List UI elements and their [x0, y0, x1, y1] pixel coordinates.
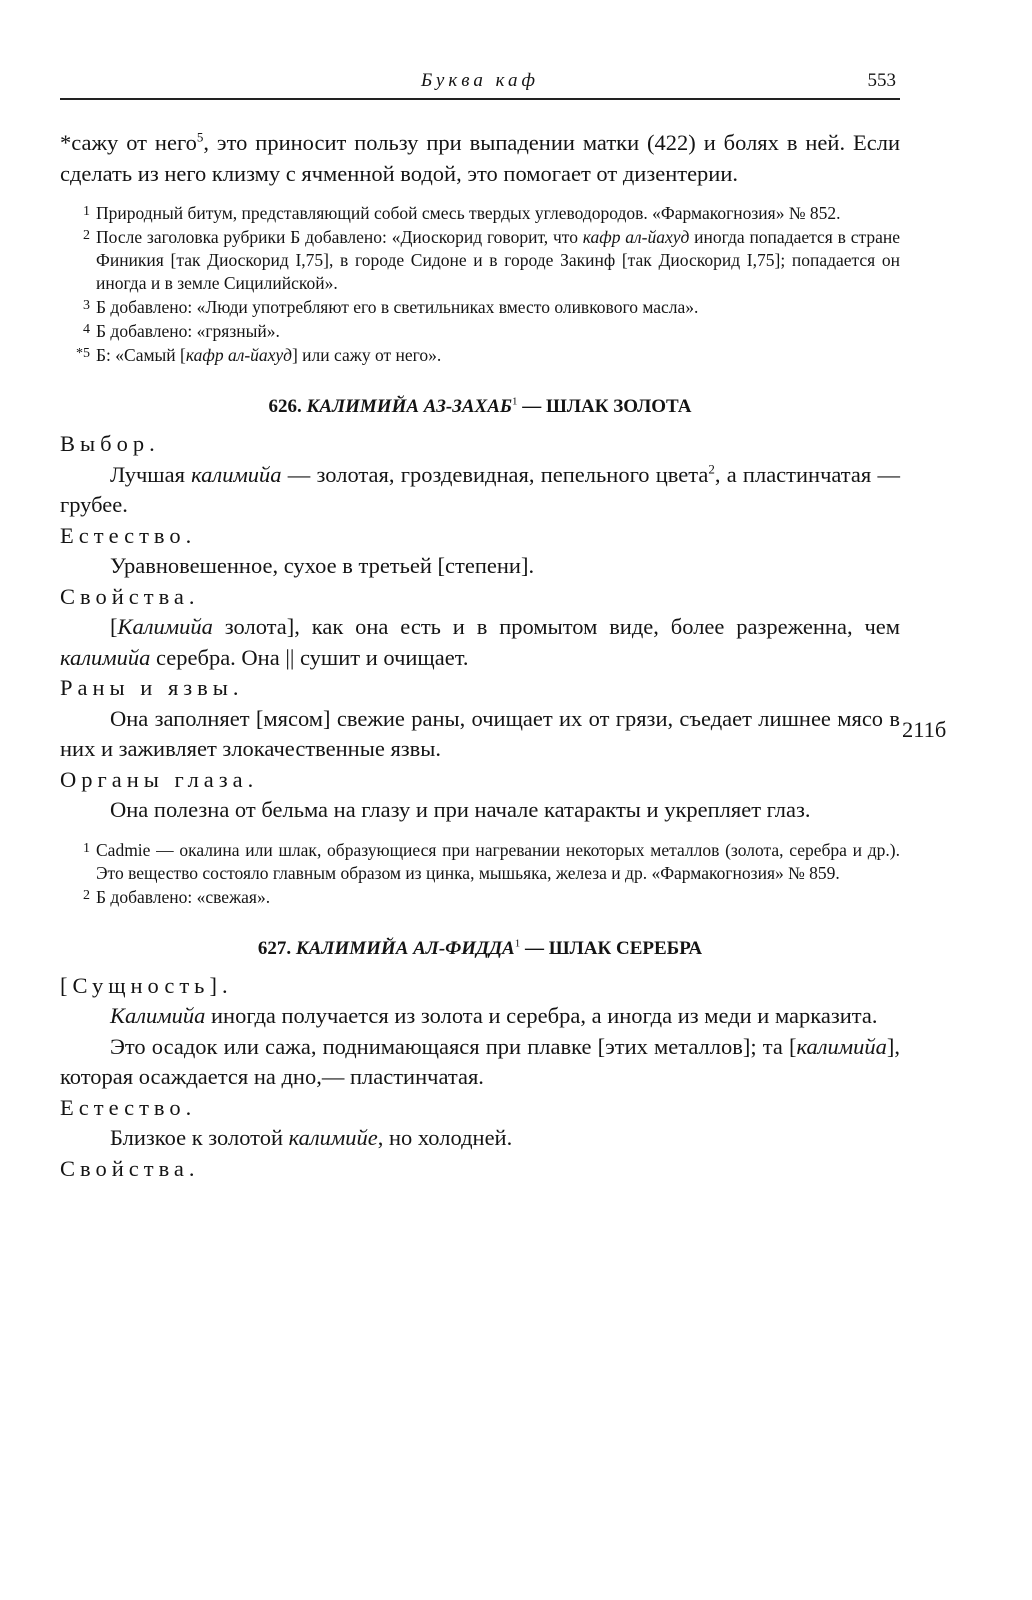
paragraph: Она заполняет [мясом] свежие раны, очищает их от грязи, съедает лишнее мясо в них и заживляет злокачественные язвы.	[60, 705, 900, 761]
subheading-estestvo-2: Естество.	[60, 1094, 197, 1120]
section-heading-627: 627. КАЛИМИЙА АЛ-ФИДДА$^1$ — ШЛАК СЕРЕБРА	[257, 937, 703, 959]
footnote-text: Б добавлено: «Люди употребляют его в светильниках вместо оливкового масла».	[96, 297, 699, 317]
subheading-svoistva-2: Свойства.	[60, 1155, 200, 1181]
paragraph: Калимийа иногда получается из золота и серебра, а иногда из меди и марказита.	[110, 1003, 878, 1028]
subheading-estestvo: Естество.	[60, 522, 197, 548]
subheading-svoistva: Свойства.	[60, 583, 200, 609]
margin-folio-note: 211б	[902, 717, 947, 742]
subheading-vybor: Выбор.	[60, 431, 160, 456]
subheading-organy: Органы глаза.	[60, 766, 259, 792]
footnotes-block-1	[60, 202, 900, 367]
footnotes-block-2	[60, 839, 900, 909]
footnote-text: Природный битум, представляющий собой смесь твердых углеводородов. «Фармакогнозия» № 852.	[96, 203, 841, 223]
subheading-rany: Раны и язвы.	[60, 675, 244, 700]
footnote-mark: 2	[83, 228, 90, 243]
page-number: 553	[867, 70, 896, 91]
paragraph: [Калимийа золота], как она есть и в промытом виде, более разреженна, чем калимийа серебра. Она || сушит и очищает.	[60, 614, 900, 670]
main-text	[60, 128, 900, 1184]
section-heading-626: 626. КАЛИМИЙА АЗ-ЗАХАБ$^1$ — ШЛАК ЗОЛОТА	[268, 395, 692, 417]
footnote-mark: *5	[76, 346, 90, 361]
footnote	[60, 296, 900, 319]
footnote	[60, 202, 900, 225]
footnote-mark: 2	[83, 887, 90, 903]
paragraph: Лучшая калимийа — золотая, гроздевидная, пепельного цвета$^2$, а пластинчатая — грубее.	[60, 461, 900, 517]
footnote-text: Б добавлено: «грязный».	[96, 321, 280, 341]
footnote-text: После заголовка рубрики Б добавлено: «Диоскорид говорит, что кафр ал-йахуд иногда попадается в стране Финикия [так Диоскорид I,75], в городе Сидоне и в городе Закинф [так Диоскорид I,75]; попадается он иногда и в земле Сицилийской».	[96, 227, 900, 293]
running-header	[60, 62, 900, 102]
footnote-text: Б: «Самый [кафр ал-йахуд] или сажу от него».	[96, 345, 442, 365]
footnote	[60, 886, 900, 909]
footnote-text: Cadmie — окалина или шлак, образующиеся при нагревании некоторых металлов (золота, серебра и др.). Это вещество состояло главным образом из цинка, мышьяка, железа и др. «Фармакогнозия» № 859.	[96, 839, 900, 883]
paragraph: Близкое к золотой калимийе, но холодней.	[110, 1125, 513, 1150]
footnote-mark: 3	[83, 298, 90, 313]
footnote	[60, 320, 900, 343]
footnote-mark: 1	[83, 204, 90, 219]
footnote	[60, 344, 900, 367]
footnote-mark: 4	[83, 322, 90, 337]
paragraph: Это осадок или сажа, поднимающаяся при плавке [этих металлов]; та [калимийа], которая осаждается на дно,— пластинчатая.	[60, 1033, 900, 1089]
paragraph: Уравновешенное, сухое в третьей [степени].	[110, 553, 535, 578]
intro-paragraph: *сажу от него$^5$, это приносит пользу при выпадении матки (422) и болях в ней. Если сделать из него клизму с ячменной водой, это помогает от дизентерии.	[60, 129, 900, 186]
header-rule	[60, 98, 900, 100]
subheading-sushchnost: [Сущность].	[60, 972, 233, 998]
paragraph: Она полезна от бельма на глазу и при начале катаракты и укрепляет глаз.	[110, 797, 811, 822]
footnote-text: Б добавлено: «свежая».	[96, 886, 271, 907]
footnote	[60, 839, 900, 885]
footnote	[60, 226, 900, 295]
footnote-mark: 1	[83, 840, 90, 856]
running-title: Буква каф	[420, 70, 540, 91]
